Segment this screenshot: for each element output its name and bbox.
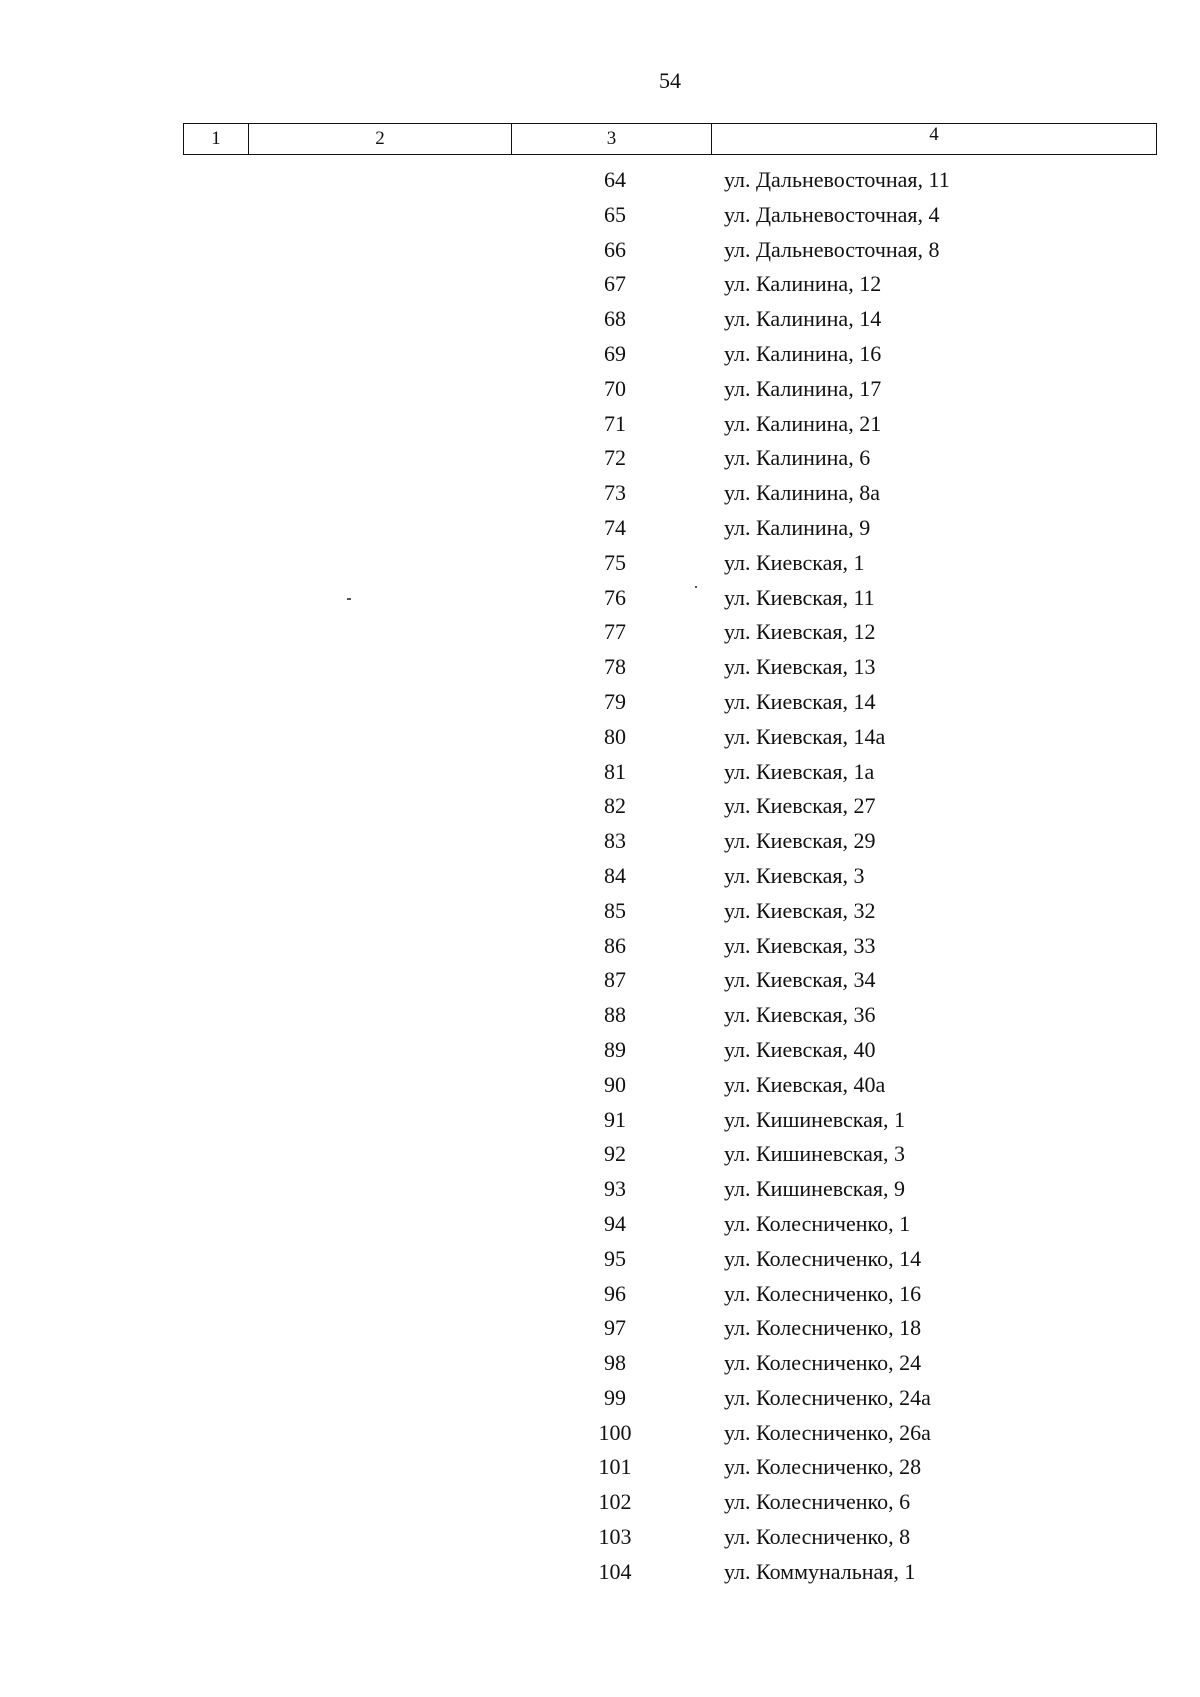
row-number: 104 xyxy=(598,1558,632,1584)
table-row xyxy=(0,759,1200,794)
table-row xyxy=(0,1524,1200,1559)
row-number: 87 xyxy=(604,967,626,993)
row-address: ул. Калинина, 12 xyxy=(724,271,882,297)
row-number: 100 xyxy=(598,1419,632,1445)
row-address: ул. Дальневосточная, 4 xyxy=(724,201,940,227)
row-number: 65 xyxy=(604,201,626,227)
page-number: 54 xyxy=(659,68,681,93)
table-row xyxy=(0,1281,1200,1316)
table-row xyxy=(0,654,1200,689)
row-address: ул. Колесниченко, 18 xyxy=(724,1315,922,1341)
table-row xyxy=(0,1350,1200,1385)
table-row xyxy=(0,898,1200,933)
row-number: 88 xyxy=(604,1002,626,1028)
table-row xyxy=(0,515,1200,550)
row-address: ул. Колесниченко, 24 xyxy=(724,1350,922,1376)
row-address: ул. Калинина, 14 xyxy=(724,306,882,332)
header-row xyxy=(184,124,1157,155)
row-address: ул. Колесниченко, 24а xyxy=(724,1384,931,1410)
table-row xyxy=(0,202,1200,237)
row-number: 91 xyxy=(604,1106,626,1132)
row-number: 73 xyxy=(604,480,626,506)
table-row xyxy=(0,1489,1200,1524)
table-row xyxy=(0,271,1200,306)
row-address: ул. Колесниченко, 8 xyxy=(724,1524,911,1550)
table-row xyxy=(0,967,1200,1002)
table-row xyxy=(0,1315,1200,1350)
row-address: ул. Калинина, 17 xyxy=(724,375,882,401)
row-number: 94 xyxy=(604,1210,626,1236)
row-address: ул. Киевская, 11 xyxy=(724,584,875,610)
row-number: 96 xyxy=(604,1280,626,1306)
row-number: 64 xyxy=(604,167,626,192)
header-col-1: 1 xyxy=(184,124,249,155)
row-number: 85 xyxy=(604,897,626,923)
row-number: 98 xyxy=(604,1350,626,1376)
table-row xyxy=(0,1385,1200,1420)
row-address: ул. Киевская, 27 xyxy=(724,793,876,819)
row-address: ул. Калинина, 6 xyxy=(724,445,871,471)
table-row xyxy=(0,550,1200,585)
table-row xyxy=(0,1176,1200,1211)
row-number: 76 xyxy=(604,584,626,610)
table-row xyxy=(0,1072,1200,1107)
row-address: ул. Калинина, 16 xyxy=(724,340,882,366)
table-row xyxy=(0,167,1200,202)
table-row xyxy=(0,1037,1200,1072)
row-address: ул. Колесниченко, 6 xyxy=(724,1489,911,1515)
table-row xyxy=(0,1420,1200,1455)
row-number: 67 xyxy=(604,271,626,297)
row-address: ул. Киевская, 3 xyxy=(724,862,865,888)
row-address: ул. Калинина, 21 xyxy=(724,410,882,436)
row-address: ул. Киевская, 34 xyxy=(724,967,876,993)
row-number: 74 xyxy=(604,514,626,540)
table-row xyxy=(0,1559,1200,1594)
row-address: ул. Киевская, 13 xyxy=(724,654,876,680)
row-address: ул. Кишиневская, 3 xyxy=(724,1141,905,1167)
row-number: 71 xyxy=(604,410,626,436)
row-address: ул. Киевская, 1а xyxy=(724,758,875,784)
row-number: 92 xyxy=(604,1141,626,1167)
table-row xyxy=(0,411,1200,446)
row-address: ул. Дальневосточная, 11 xyxy=(724,167,950,192)
row-number: 93 xyxy=(604,1176,626,1202)
row-address: ул. Колесниченко, 14 xyxy=(724,1245,922,1271)
row-address: ул. Колесниченко, 1 xyxy=(724,1210,911,1236)
address-list xyxy=(0,167,1200,1594)
row-number: 103 xyxy=(598,1524,632,1550)
row-number: 80 xyxy=(604,723,626,749)
row-address: ул. Киевская, 36 xyxy=(724,1002,876,1028)
row-number: 102 xyxy=(598,1489,632,1515)
table-row xyxy=(0,1107,1200,1142)
table-row xyxy=(0,376,1200,411)
table-row xyxy=(0,585,1200,620)
row-number: 86 xyxy=(604,932,626,958)
row-number: 83 xyxy=(604,828,626,854)
row-address: ул. Киевская, 12 xyxy=(724,619,876,645)
row-address: ул. Колесниченко, 28 xyxy=(724,1454,922,1480)
row-address: ул. Киевская, 1 xyxy=(724,549,865,575)
row-number: 77 xyxy=(604,619,626,645)
table-row xyxy=(0,306,1200,341)
row-address: ул. Коммунальная, 1 xyxy=(724,1558,916,1584)
table-header xyxy=(183,123,1157,155)
row-number: 69 xyxy=(604,340,626,366)
header-col-3: 3 xyxy=(512,124,712,155)
table-row xyxy=(0,724,1200,759)
row-number: 78 xyxy=(604,654,626,680)
row-address: ул. Киевская, 32 xyxy=(724,897,876,923)
table-row xyxy=(0,1141,1200,1176)
table-row xyxy=(0,689,1200,724)
row-number: 95 xyxy=(604,1245,626,1271)
row-number: 84 xyxy=(604,862,626,888)
row-address: ул. Киевская, 40 xyxy=(724,1036,876,1062)
row-address: ул. Киевская, 14 xyxy=(724,688,876,714)
row-address: ул. Колесниченко, 16 xyxy=(724,1280,922,1306)
row-address: ул. Киевская, 29 xyxy=(724,828,876,854)
table-row xyxy=(0,341,1200,376)
row-address: ул. Кишиневская, 1 xyxy=(724,1106,905,1132)
row-number: 101 xyxy=(598,1454,632,1480)
row-address: ул. Колесниченко, 26а xyxy=(724,1419,931,1445)
row-address: ул. Дальневосточная, 8 xyxy=(724,236,940,262)
table-row xyxy=(0,1002,1200,1037)
row-number: 99 xyxy=(604,1384,626,1410)
row-address: ул. Кишиневская, 9 xyxy=(724,1176,905,1202)
table-row xyxy=(0,480,1200,515)
table-row xyxy=(0,1211,1200,1246)
table-row xyxy=(0,1246,1200,1281)
table-row xyxy=(0,793,1200,828)
table-row xyxy=(0,237,1200,272)
row-number: 75 xyxy=(604,549,626,575)
row-number: 66 xyxy=(604,236,626,262)
row-number: 70 xyxy=(604,375,626,401)
row-address: ул. Киевская, 40а xyxy=(724,1071,886,1097)
row-address: ул. Калинина, 9 xyxy=(724,514,871,540)
table-row xyxy=(0,828,1200,863)
row-address: ул. Киевская, 33 xyxy=(724,932,876,958)
row-number: 81 xyxy=(604,758,626,784)
row-number: 72 xyxy=(604,445,626,471)
row-number: 68 xyxy=(604,306,626,332)
header-col-2: 2 xyxy=(249,124,512,155)
row-number: 90 xyxy=(604,1071,626,1097)
row-number: 97 xyxy=(604,1315,626,1341)
table-row xyxy=(0,1454,1200,1489)
row-number: 82 xyxy=(604,793,626,819)
row-number: 79 xyxy=(604,688,626,714)
table-row xyxy=(0,863,1200,898)
header-col-4: 4 xyxy=(712,124,1157,155)
row-address: ул. Калинина, 8а xyxy=(724,480,880,506)
row-number: 89 xyxy=(604,1036,626,1062)
row-address: ул. Киевская, 14а xyxy=(724,723,886,749)
table-row xyxy=(0,933,1200,968)
table-row xyxy=(0,619,1200,654)
table-row xyxy=(0,445,1200,480)
